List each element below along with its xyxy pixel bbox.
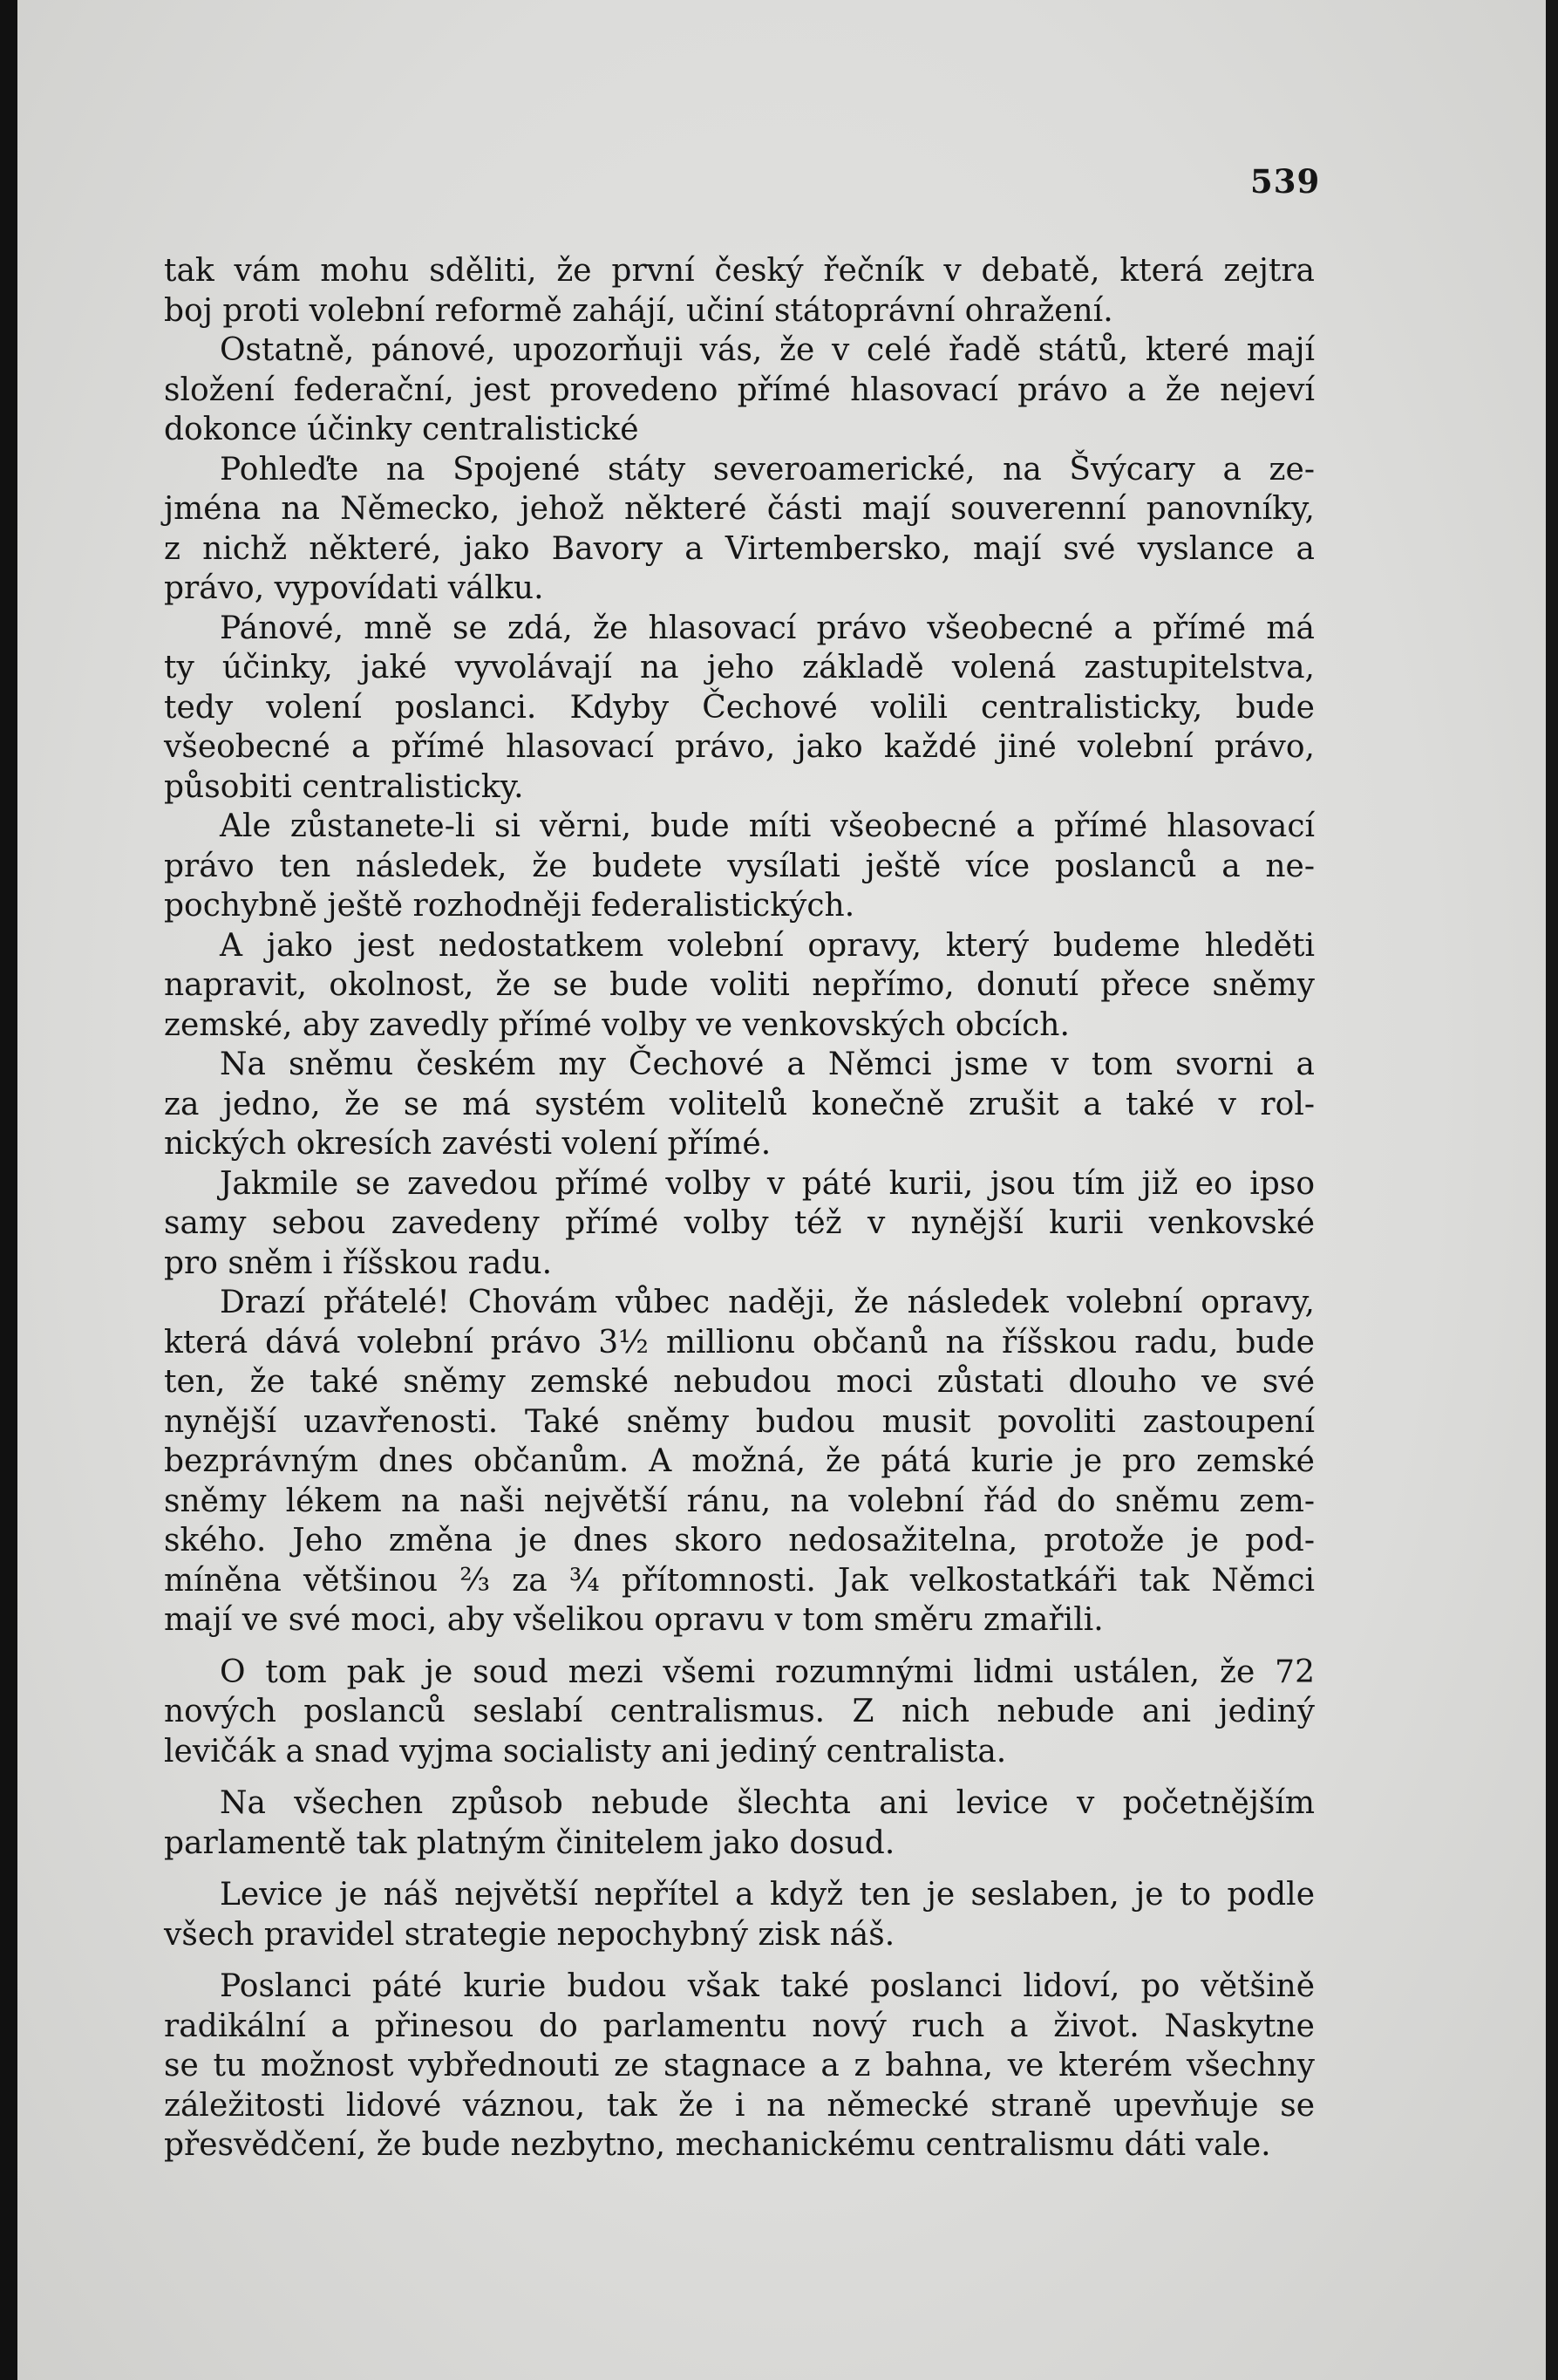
paragraph bbox=[164, 807, 1315, 926]
paragraph bbox=[164, 609, 1315, 808]
text-line: nických okresích zavésti volení přímé. bbox=[164, 1126, 772, 1162]
paragraph bbox=[164, 1783, 1315, 1863]
text-line: nynější uzavřenosti. Také sněmy budou musit povoliti zastoupení bbox=[164, 1403, 1315, 1440]
text-line: se tu možnost vybřednouti ze stagnace a z bahna, ve kterém všechny bbox=[164, 2048, 1315, 2083]
text-line: Ale zůstanete-li si věrni, bude míti všeobecné a přímé hlasovací bbox=[220, 808, 1315, 844]
text-line: Na všechen způsob nebude šlechta ani levice v početnějším bbox=[220, 1785, 1315, 1821]
paragraph bbox=[164, 1164, 1315, 1284]
paragraph bbox=[164, 1875, 1315, 1954]
text-line: tedy volení poslanci. Kdyby Čechové volili centralisticky, bude bbox=[164, 689, 1315, 726]
body-text bbox=[164, 251, 1315, 2165]
text-line: Pohleďte na Spojené státy severoamerické, na Švýcary a ze- bbox=[220, 451, 1315, 488]
text-line: ského. Jeho změna je dnes skoro nedosažitelna, protože je pod- bbox=[164, 1523, 1315, 1558]
paragraph-gap bbox=[164, 1771, 1315, 1783]
text-line: míněna většinou ⅔ za ¾ přítomnosti. Jak velkostatkáři tak Němci bbox=[164, 1562, 1315, 1599]
text-line: A jako jest nedostatkem volební opravy, který budeme hleděti bbox=[220, 927, 1315, 964]
text-line: bezprávným dnes občanům. A možná, že pátá kurie je pro zemské bbox=[164, 1443, 1315, 1479]
text-line: která dává volební právo 3½ millionu občanů na říšskou radu, bude bbox=[164, 1324, 1315, 1360]
text-line: pro sněm i říšskou radu. bbox=[164, 1245, 553, 1281]
text-line: z nichž některé, jako Bavory a Virtembersko, mají své vyslance a bbox=[164, 530, 1315, 567]
text-line: levičák a snad vyjma socialisty ani jediný centralista. bbox=[164, 1733, 1007, 1770]
text-line: všeobecné a přímé hlasovací právo, jako každé jiné volební právo, bbox=[164, 729, 1315, 765]
text-line: Na sněmu českém my Čechové a Němci jsme v tom svorni a bbox=[220, 1047, 1315, 1082]
text-line: ten, že také sněmy zemské nebudou moci zůstati dlouho ve své bbox=[164, 1364, 1315, 1400]
text-line: všech pravidel strategie nepochybný zisk náš. bbox=[164, 1916, 895, 1953]
paragraph bbox=[164, 331, 1315, 450]
text-line: radikální a přinesou do parlamentu nový ruch a život. Naskytne bbox=[164, 2008, 1315, 2044]
paragraph-gap bbox=[164, 1640, 1315, 1653]
text-line: právo, vypovídati válku. bbox=[164, 570, 544, 606]
scan-edge-right bbox=[1546, 0, 1558, 2380]
text-line: ty účinky, jaké vyvolávají na jeho základě volená zastupitelstva, bbox=[164, 650, 1315, 685]
paragraph bbox=[164, 1045, 1315, 1164]
text-line: napravit, okolnost, že se bude voliti nepřímo, donutí přece sněmy bbox=[164, 967, 1315, 1003]
text-line: Ostatně, pánové, upozorňuji vás, že v celé řadě států, které mají bbox=[220, 332, 1315, 368]
text-line: Levice je náš největší nepřítel a když ten je seslaben, je to podle bbox=[220, 1877, 1315, 1913]
page-number: 539 bbox=[1250, 162, 1321, 201]
text-line: sněmy lékem na naši největší ránu, na volební řád do sněmu zem- bbox=[164, 1483, 1315, 1519]
text-line: zemské, aby zavedly přímé volby ve venkovských obcích. bbox=[164, 1006, 1070, 1043]
text-line: tak vám mohu sděliti, že první český řečník v debatě, která zejtra bbox=[164, 253, 1315, 289]
text-line: Poslanci páté kurie budou však také poslanci lidoví, po většině bbox=[220, 1968, 1315, 2004]
text-line: samy sebou zavedeny přímé volby též v nynější kurii venkovské bbox=[164, 1205, 1315, 1241]
text-line: dokonce účinky centralistické bbox=[164, 412, 639, 447]
text-line: Drazí přátelé! Chovám vůbec naději, že následek volební opravy, bbox=[220, 1285, 1315, 1320]
paragraph bbox=[164, 1653, 1315, 1772]
paragraph bbox=[164, 1967, 1315, 2165]
text-line: pochybně ještě rozhodněji federalistických. bbox=[164, 888, 855, 924]
text-line: právo ten následek, že budete vysílati ještě více poslanců a ne- bbox=[164, 848, 1315, 884]
paragraph bbox=[164, 1283, 1315, 1640]
paragraph-gap bbox=[164, 1863, 1315, 1875]
text-line: přesvědčení, že bude nezbytno, mechanickému centralismu dáti vale. bbox=[164, 2127, 1271, 2163]
paragraph bbox=[164, 251, 1315, 331]
paragraph bbox=[164, 926, 1315, 1046]
text-line: za jedno, že se má systém volitelů konečně zrušit a také v rol- bbox=[164, 1086, 1315, 1122]
text-line: působiti centralisticky. bbox=[164, 768, 524, 805]
text-line: nových poslanců seslabí centralismus. Z nich nebude ani jediný bbox=[164, 1694, 1315, 1729]
paragraph bbox=[164, 450, 1315, 609]
text-line: O tom pak je soud mezi všemi rozumnými lidmi ustálen, že 72 bbox=[220, 1654, 1315, 1690]
text-line: záležitosti lidové váznou, tak že i na německé straně upevňuje se bbox=[164, 2087, 1315, 2124]
text-line: jména na Německo, jehož některé části mají souverenní panovníky, bbox=[164, 491, 1315, 527]
text-line: Pánové, mně se zdá, že hlasovací právo všeobecné a přímé má bbox=[220, 610, 1315, 646]
text-line: mají ve své moci, aby všelikou opravu v tom směru zmařili. bbox=[164, 1602, 1104, 1638]
book-page bbox=[17, 0, 1546, 2380]
text-line: boj proti volební reformě zahájí, učiní státoprávní ohražení. bbox=[164, 292, 1113, 329]
scan-edge-left bbox=[0, 0, 17, 2380]
text-line: Jakmile se zavedou přímé volby v páté kurii, jsou tím již eo ipso bbox=[220, 1165, 1315, 1202]
text-line: složení federační, jest provedeno přímé hlasovací právo a že nejeví bbox=[164, 372, 1315, 408]
paragraph-gap bbox=[164, 1954, 1315, 1967]
text-line: parlamentě tak platným činitelem jako dosud. bbox=[164, 1824, 895, 1861]
